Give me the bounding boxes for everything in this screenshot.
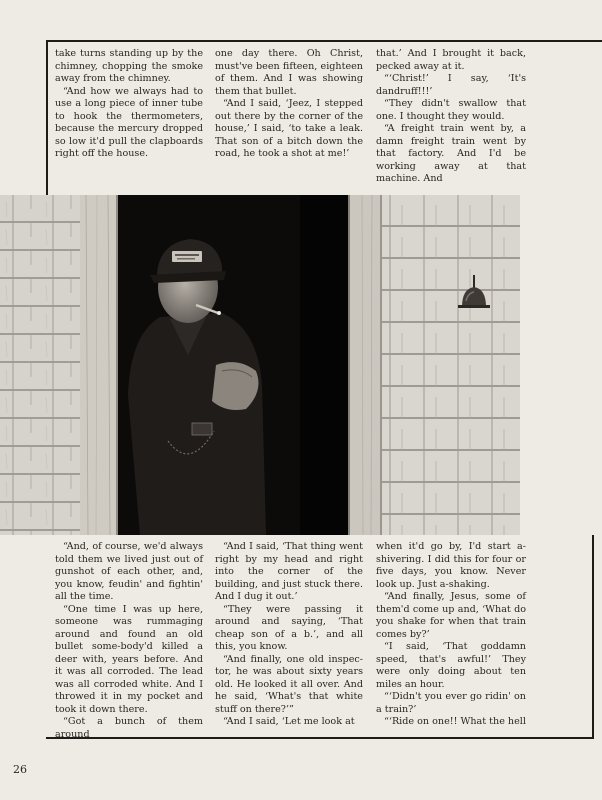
top-column-3 (376, 48, 526, 186)
paragraph: “They were passing it around and saying, ‘That cheap son of a b.’, and all this, you know. (215, 603, 363, 652)
paragraph: “And I said, ‘Jeez, I stepped out there by the corner of the house,’ I said, ‘to take a leak. That son of a bitch down the road, he took a shot at me!’ (215, 98, 363, 159)
right-rule-bottom (592, 535, 594, 739)
top-column-1 (55, 48, 203, 161)
paragraph: “One time I was up here, someone was rummaging around and found an old bullet some-body'd killed a deer with, years before. And it was all corroded. The lead was all corroded white. And I throwed it in my pocket and took it down there. (55, 603, 203, 715)
paragraph: that.’ And I brought it back, pecked away at it. (376, 48, 526, 72)
paragraph: “And how we always had to use a long piece of inner tube to hook the thermometers, because the mercury dropped so low it'd pull the clapboards right off the house. (55, 85, 203, 159)
paragraph: “Got a bunch of them around (55, 716, 203, 740)
paragraph: “They didn't swallow that one. I thought they would. (376, 98, 526, 122)
left-door-trim (80, 195, 118, 535)
paragraph: “And I said, ‘That thing went right by my head and right into the corner of the building, and just stuck there. And I dug it out.’ (215, 541, 363, 602)
photo-svg (0, 195, 602, 535)
page-number: 26 (13, 763, 27, 776)
top-column-2 (215, 48, 363, 161)
photograph (0, 195, 602, 535)
paragraph: “‘Ride on one!! What the hell (384, 716, 526, 727)
bottom-column-3 (376, 541, 526, 729)
paragraph: “I said, ‘That goddamn speed, that's awful!’ They were only doing about ten miles an hour. (376, 641, 526, 690)
cap-patch (172, 251, 202, 262)
paragraph: “A freight train went by, a damn freight train went by that factory. And I'd be working away at that machine. And (376, 123, 526, 184)
paragraph: “‘Christ!’ I say, ‘It's dandruff!!!’ (376, 73, 526, 97)
top-rule (46, 40, 602, 42)
right-door-trim (348, 195, 382, 535)
paragraph: when it'd go by, I'd start a-shivering. I did this for four or five days, you know. Never look up. Just a-shaking. (376, 541, 526, 590)
bottom-column-2 (215, 541, 363, 729)
paragraph: “And I said, ‘Let me look at (223, 716, 355, 727)
paragraph: “And finally, one old inspec-tor, he was about sixty years old. He looked it all over. And he said, ‘What's that white stuff on there?’” (215, 653, 363, 715)
paragraph: “And, of course, we'd always told them we lived just out of gunshot of each other, and, you know, feudin' and fightin' all the time. (55, 541, 203, 602)
paragraph: “And finally, Jesus, some of them'd come up and, ‘What do you shake for when that train comes by?’ (376, 591, 526, 640)
paragraph: take turns standing up by the chimney, chopping the smoke away from the chimney. (55, 48, 203, 84)
bottom-column-1 (55, 541, 203, 741)
left-rule-top (46, 40, 48, 195)
paragraph: “‘Didn't you ever go ridin' on a train?’ (376, 691, 526, 715)
left-shingle-wall (0, 195, 84, 535)
paragraph: one day there. Oh Christ, must've been fifteen, eighteen of them. And I was showing them that bullet. (215, 48, 363, 97)
right-shingle-wall (382, 195, 520, 535)
